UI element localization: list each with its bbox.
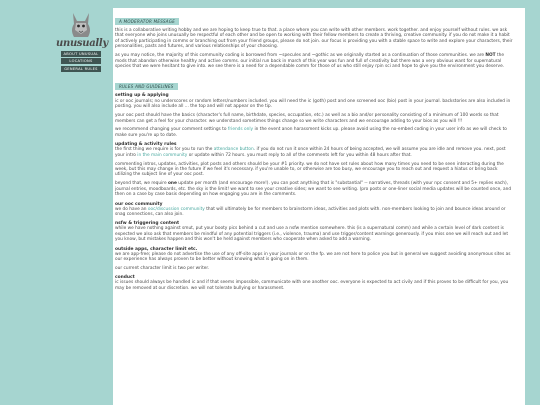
- rule-apps-p2: our current character limit is two per writer.: [115, 265, 210, 271]
- rule-nsfw-p1: while we have nothing against smut, put your booty pics behind a cut and use a nsfw mention somewhere. this (is a supernatural comm) and while a certain level of dark content is expected we also ask that members be mindful of any potential triggers (i.e., violence, trauma) and use trigger/content warnings generously. if you miss one we will reach out and let you know, but mistakes happen and this won't be held against members who cooperate when asked to add a warning.: [115, 226, 509, 243]
- rule-title-conduct: conduct: [115, 275, 135, 281]
- ooc-community-link[interactable]: ooc/discussion community: [147, 206, 205, 212]
- friends-only-link[interactable]: friends only: [227, 127, 254, 133]
- main-content: [113, 8, 525, 405]
- moderator-p2-a: as you may notice, the majority of this community coding is borrowed from ~specules and ~gothic as we originally started as a continuation of those communities. we are: [115, 53, 486, 59]
- section-header-moderator: A MODERATOR MESSAGE: [115, 18, 179, 25]
- rule-activity-p2: commenting intros, updates, activities, plot posts and others should be your #1 priority. we do not have set rules about how many times you need to be seen interacting during the week, but this may change in the future if we feel it's necessary. if you're unable to, or otherwise are too busy, we encourage you to reach out and request a hiatus or bring back utilizing the subject line of your ooc post.: [115, 161, 504, 178]
- rule-title-nsfw: nsfw & triggering content: [115, 221, 180, 227]
- rule-activity-p1: [115, 147, 515, 158]
- nav-general-rules[interactable]: GENERAL RULES: [61, 66, 101, 72]
- rule-ooc-p1: [115, 207, 515, 218]
- logo-creature-icon: [66, 10, 96, 40]
- rule-activity-p3: [115, 181, 515, 197]
- nav-locations[interactable]: LOCATIONS: [61, 58, 101, 64]
- moderator-p2-b: the mods that abandon otherwise healthy and active comms. our initial run back in march of this year was fun and full of creativity but there was a very obvious want for supernatural species that we were hesitant to give into. we see there is a need for a dependable comm for those of us who still enjoy rpin sci and hope to give you the environment you deserve.: [115, 53, 505, 69]
- rule-title-activity: updating & activity rules: [115, 142, 177, 148]
- rule-activity-p1-c: or update within 72 hours. you must reply to all of the comments left for you within 48 hours after that.: [187, 152, 412, 158]
- sidebar: [56, 10, 106, 73]
- rule-setup-p1: ic or ooc journals; no underscores or random letters/numbers included. you will need the ic (goth) post and one screened ooc (bio) post in your journal. backstories are also included in posting. you will also include all ... the top and will not appear on the tip.: [115, 98, 511, 110]
- attendance-button-link[interactable]: attendance button: [213, 147, 254, 153]
- rule-setup-p3-a: we recommend changing your comment settings to: [115, 127, 228, 133]
- section-header-rules: RULES AND GUIDELINES: [115, 83, 178, 90]
- rule-title-apps: outside apps, character limit etc.: [115, 246, 198, 252]
- site-title: unusually: [56, 38, 108, 49]
- rule-title-ooc: our ooc community: [115, 201, 163, 207]
- rule-activity-p1-b: . if you do not run it once within 24 hours of being accepted, we will assume you are idle and remove you. next, post your intro: [115, 147, 506, 158]
- rule-activity-p3-em: one: [167, 181, 177, 187]
- nav-about-unusual[interactable]: ABOUT UNUSUAL: [61, 51, 101, 57]
- rule-ooc-p1-b: that will ultimately be for members to brainstorm ideas, activities and plots with. non-members looking to join and bounce ideas around or snag connections, can also join.: [115, 206, 506, 217]
- main-community-link[interactable]: in the main community: [137, 152, 188, 158]
- rule-setup-p3-b: in the event anon harassment kicks up. please avoid using the no-embed coding in your user info as we will check to make sure you're up to date.: [115, 127, 507, 138]
- rule-title-setup: setting up & applying: [115, 92, 169, 98]
- rule-apps-p1: we are app-free; please do not advertise the use of any off-site apps in your journals or on the fp. we are not here to police you but in general we suggest avoiding anonymous sites as our experience has always proven to be better without knowing what is going on in them.: [115, 251, 511, 262]
- rule-setup-p2: your ooc post should have the basics (character's full name, birthdate, species, occupation, etc.) as well as a bio and/or personality consisting of a minimum of 100 words so that members can get a feel for your character. we understand sometimes things change so we write characters and we encourage adding to your bios as you will !!!: [115, 113, 499, 124]
- moderator-paragraph-2: [115, 53, 515, 69]
- rule-conduct-p1: ic issues should always be handled ic and if that seems impossible, communicate with one another ooc. everyone is expected to act civily and if this proves to be difficult for you, you may be removed at our discretion. we will not tolerate bullying or harassment.: [115, 280, 509, 291]
- rule-setup-p3: [115, 127, 515, 138]
- rule-activity-p3-b: update per month (and encourage more!). you can post anything that is "substantial" -- narratives, threads (with your npc consent and 5+ replies each), journal entries, moodboards, etc. the sky is the limit! we want to see your creative sides; we want to see writing. (pro posts or one-liner social media updates will be counted once, and then on a case by case basis depending on how engaging you are in the comments.: [115, 181, 512, 198]
- rule-activity-p1-a: the first thing we require is for you to run the: [115, 147, 214, 153]
- moderator-p2-not: NOT: [485, 53, 496, 59]
- rule-ooc-p1-a: we do have an: [115, 206, 148, 212]
- rule-activity-p3-a: beyond that, we require: [115, 181, 168, 187]
- moderator-paragraph-1: this is a collaborative writing hobby and we are hoping to keep true to that. a place where you can write with other members. work together. and enjoy yourself without rules. we ask that everyone who joins unusually be respectful of each other and be open to working with their fellow members to create a thriving, creative community. if you do not make it a habit of actively participating in comms or branching out from your friend groups, please do not join. our focus is providing you with a stable space to write and explore your characters, their personalities, pasts and futures, and various relationships of your choosing.: [115, 28, 513, 50]
